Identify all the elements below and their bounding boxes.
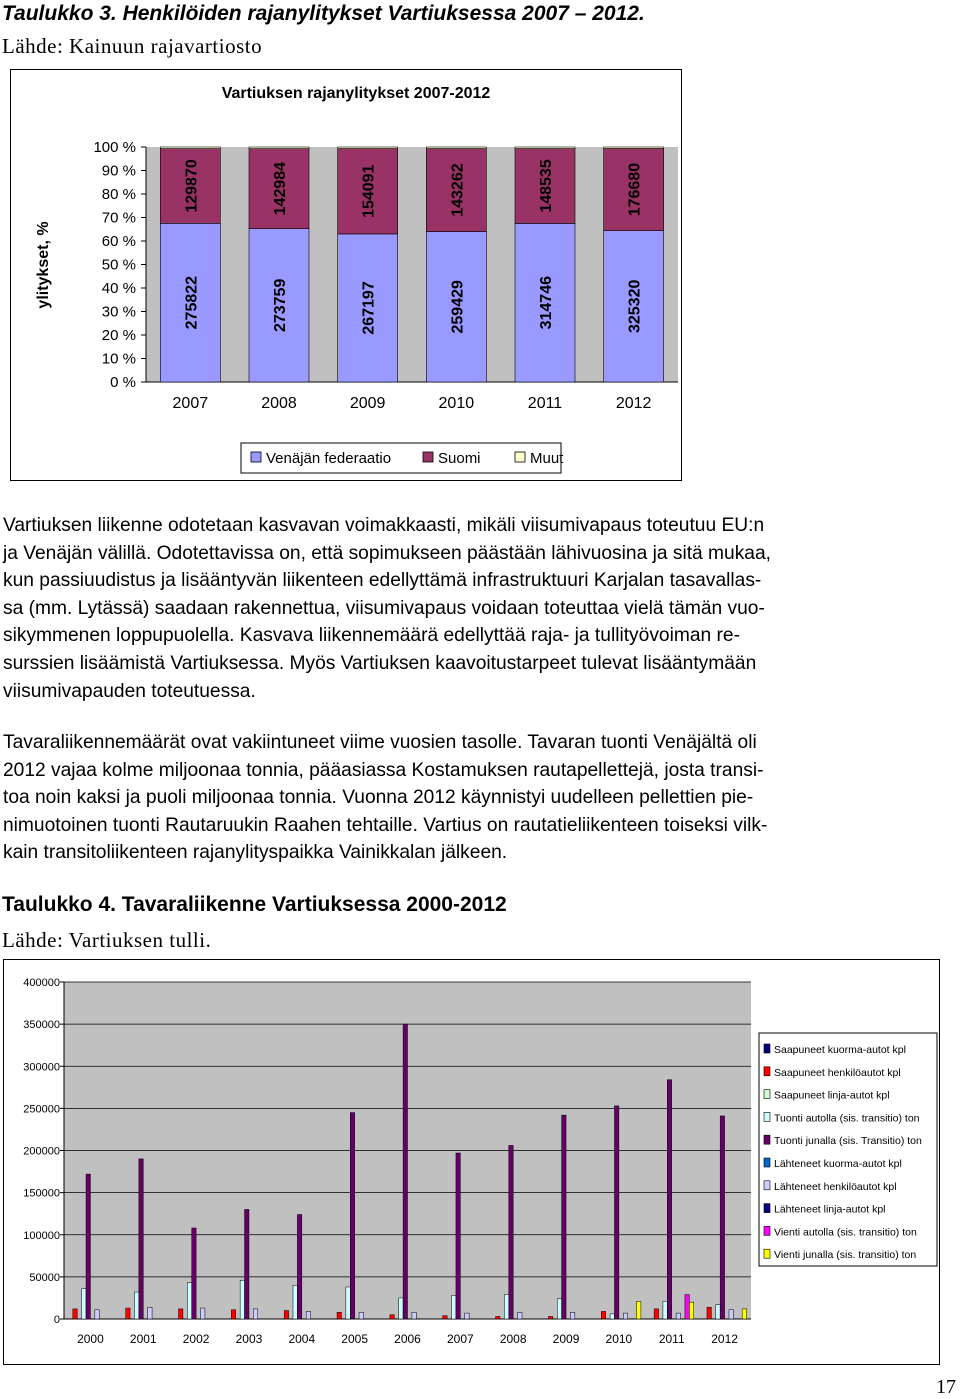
chart2-legend-label: Tuonti autolla (sis. transitio) ton [774, 1112, 920, 1125]
chart2-xtick-label: 2008 [499, 1332, 527, 1346]
chart2-bar [73, 1309, 77, 1319]
chart2-bar [654, 1309, 658, 1319]
chart2-bar [240, 1280, 244, 1319]
chart1-bar-segment [160, 147, 220, 149]
chart2-bar [504, 1295, 508, 1319]
chart2-bar [231, 1310, 235, 1319]
chart2-xtick-label: 2007 [446, 1332, 474, 1346]
paragraph-1-line: surssien lisäämistä Vartiuksessa. Myös Vartiuksen kaavoitustarpeet tulevat lisääntymään [3, 652, 757, 674]
paragraph-1-line: sikymmenen loppupuolella. Kasvava liikennemäärä edellyttää raja- ja tullityövoiman re- [3, 625, 740, 647]
chart1-data-label: 275822 [183, 275, 201, 330]
chart2-bar [623, 1313, 627, 1319]
chart1-data-label: 314746 [538, 276, 555, 330]
chart1-bar-segment [338, 147, 398, 149]
chart1-data-label: 176680 [626, 162, 644, 217]
chart2-bar [557, 1299, 561, 1319]
chart2-bar [346, 1287, 350, 1319]
chart2-bar [509, 1145, 513, 1319]
chart2-bar [452, 1295, 456, 1319]
chart2-bar [676, 1313, 680, 1319]
chart2-ytick-label: 350000 [23, 1019, 60, 1032]
chart2-legend-swatch [764, 1204, 770, 1213]
chart2-bar [685, 1295, 689, 1319]
chart1-data-label: 325320 [626, 279, 644, 334]
chart1-data-label: 148535 [538, 159, 555, 213]
chart2-bar [284, 1311, 288, 1319]
chart2-xtick-label: 2010 [605, 1332, 633, 1346]
chart2-bar [253, 1309, 257, 1319]
chart2-ytick-label: 50000 [29, 1271, 60, 1284]
chart2-xtick-label: 2012 [711, 1332, 738, 1346]
chart2-ytick-label: 300000 [23, 1061, 60, 1074]
chart1-xtick-label: 2008 [261, 395, 297, 412]
chart2-bar [359, 1312, 363, 1319]
chart1-legend [241, 443, 564, 473]
chart2-bar [742, 1309, 746, 1319]
chart2-legend-swatch [764, 1067, 770, 1076]
paragraph-2-line: 2012 vajaa kolme miljoonaa tonnia, pääasiassa Kostamuksen rautapellettejä, josta transi- [3, 759, 764, 781]
chart2-bar [610, 1314, 614, 1319]
paragraph-1-line: sa (mm. Lytässä) saadaan rakennettua, viisumivapaus voidaan toteuttaa vielä tämän vuo- [3, 597, 765, 619]
chart2-legend-label: Vienti autolla (sis. transitio) ton [774, 1226, 917, 1239]
chart2-ytick-label: 250000 [23, 1103, 60, 1116]
chart1-plot-area [146, 147, 678, 382]
chart1-legend-swatch [423, 452, 433, 462]
chart2-xtick-label: 2009 [552, 1332, 580, 1346]
chart1-xtick-label: 2009 [349, 395, 386, 412]
chart1-ytick-label: 60 % [101, 233, 136, 250]
chart1-bar-segment [426, 147, 486, 149]
chart2-legend [759, 1033, 937, 1266]
chart2-ytick-label: 100000 [23, 1229, 60, 1242]
chart2-bar [187, 1283, 191, 1319]
chart2-ytick-label: 400000 [23, 977, 60, 989]
chart1-data-label: 259429 [449, 280, 467, 334]
chart2-bar [134, 1292, 138, 1319]
chart2-bar [601, 1311, 605, 1319]
chart1-bar-segment [515, 147, 575, 149]
chart2-xtick-label: 2001 [129, 1332, 157, 1346]
chart1-ytick-label: 70 % [101, 209, 136, 227]
chart2-bar [689, 1302, 693, 1319]
chart1-ytick-label: 80 % [101, 186, 136, 203]
paragraph-2-line: Tavaraliikennemäärät ovat vakiintuneet viime vuosien tasolle. Tavaran tuonti Venäjältä oli [3, 732, 757, 753]
chart2-bar [412, 1312, 416, 1319]
chart2-bar [148, 1307, 152, 1319]
chart2-legend-label: Saapuneet kuorma-autot kpl [774, 1044, 906, 1056]
chart2-bar [139, 1159, 143, 1319]
chart2-bar [496, 1316, 500, 1319]
chart2-xtick-label: 2004 [288, 1332, 316, 1346]
chart1-data-label: 273759 [272, 278, 289, 333]
chart2-bar [192, 1228, 196, 1319]
chart1-data-label: 129870 [183, 159, 201, 213]
chart1-legend-label: Venäjän federaatio [266, 450, 392, 467]
chart2-legend-label: Vienti junalla (sis. transitio) ton [774, 1249, 917, 1262]
chart2-bar [518, 1312, 522, 1319]
chart2-ytick-label: 200000 [23, 1145, 60, 1158]
chart1-y-axis-label: ylitykset, % [35, 221, 52, 309]
chart1-ytick-label: 100 % [93, 139, 136, 156]
chart1-ytick-label: 30 % [101, 303, 136, 321]
chart2-bar [390, 1315, 394, 1319]
chart2-legend-label: Lähteneet henkilöautot kpl [774, 1180, 897, 1193]
chart2-legend-swatch [764, 1112, 770, 1121]
chart2-bar [306, 1311, 310, 1319]
chart2-xtick-label: 2005 [341, 1332, 369, 1346]
paragraph-1 [3, 512, 958, 705]
chart2-xtick-label: 2000 [77, 1332, 104, 1346]
table3-caption: Taulukko 3. Henkilöiden rajanylitykset Vartiuksessa 2007 – 2012. [2, 2, 645, 25]
paragraph-2-line: toa noin kaksi ja puoli miljoonaa tonnia. Vuonna 2012 käynnistyi uudelleen pellettien pie- [3, 787, 754, 809]
chart1-xtick-label: 2012 [615, 395, 652, 412]
page-number: 17 [936, 1376, 956, 1398]
chart2-xtick-label: 2011 [658, 1332, 685, 1346]
chart2-bar [297, 1215, 301, 1319]
chart2-bar [245, 1209, 249, 1319]
chart2-legend-swatch [764, 1044, 770, 1053]
paragraph-2-line: kain transitoliikenteen rajanylityspaikka Vainikkalan jälkeen. [3, 842, 508, 864]
chart2-bar [293, 1285, 297, 1319]
chart1-data-label: 143262 [449, 163, 467, 217]
chart2-bar [614, 1106, 618, 1319]
table4-caption: Taulukko 4. Tavaraliikenne Vartiuksessa 2000-2012 [2, 893, 507, 916]
chart1-legend-swatch [251, 452, 261, 462]
chart2-bar [443, 1316, 447, 1319]
table3-source: Lähde: Kainuun rajavartiosto [2, 34, 263, 58]
paragraph-1-line: viisumivapauden toteutuessa. [3, 680, 256, 702]
chart2-legend-label: Tuonti junalla (sis. Transitio) ton [774, 1135, 922, 1148]
chart2-bar [729, 1310, 733, 1319]
chart2-bar [562, 1115, 566, 1319]
chart1-data-label: 142984 [272, 161, 289, 216]
chart2-legend-label: Lähteneet kuorma-autot kpl [774, 1158, 902, 1170]
chart1-xtick-label: 2010 [438, 395, 475, 412]
chart1-bar-segment [604, 147, 664, 148]
chart2-bar [179, 1309, 183, 1319]
chart1-ytick-label: 10 % [101, 350, 136, 368]
chart2-ytick-label: 0 [53, 1314, 60, 1326]
chart2-bar [465, 1313, 469, 1319]
chart2-bar [456, 1153, 460, 1319]
paragraph-1-line: Vartiuksen liikenne odotetaan kasvavan voimakkaasti, mikäli viisumivapaus toteutuu EU:n [3, 515, 765, 536]
chart2-bar [403, 1024, 407, 1319]
chart2-xtick-label: 2002 [182, 1332, 210, 1346]
chart1-bar-segment [249, 147, 309, 149]
chart1-data-label: 154091 [360, 164, 378, 218]
chart2-svg [4, 960, 939, 1364]
chart2-legend-label: Saapuneet henkilöautot kpl [774, 1066, 901, 1079]
chart2-bar [95, 1310, 99, 1319]
chart2-ytick-label: 150000 [23, 1187, 60, 1200]
chart1-svg [11, 70, 681, 480]
chart2-legend-swatch [764, 1249, 770, 1258]
chart1-title: Vartiuksen rajanylitykset 2007-2012 [221, 85, 491, 102]
chart1-ytick-label: 90 % [101, 162, 136, 180]
chart2-bar [720, 1116, 724, 1319]
chart1-legend-swatch [515, 452, 525, 462]
chart2-legend-label: Saapuneet linja-autot kpl [774, 1089, 890, 1102]
chart2-legend-swatch [764, 1158, 770, 1167]
chart1-ytick-label: 0 % [110, 374, 136, 391]
paragraph-1-line: kun passiuudistus ja lisääntyvän liikenteen edellyttämä infrastruktuuri Karjalan tasavallas- [3, 570, 762, 592]
chart2-legend-swatch [764, 1090, 770, 1099]
chart2-legend-label: Lähteneet linja-autot kpl [774, 1203, 886, 1216]
chart2-bar [636, 1301, 640, 1319]
chart2-legend-swatch [764, 1181, 770, 1190]
chart1-xtick-label: 2007 [172, 395, 209, 412]
chart1-xtick-label: 2011 [527, 395, 563, 412]
chart1-legend-label: Muut [530, 450, 564, 467]
chart2-bar [570, 1312, 574, 1319]
paragraph-1-line: ja Venäjän välillä. Odotettavissa on, että sopimukseen päästään lähivuosina ja sitä mukaa, [3, 542, 771, 564]
chart2-legend-swatch [764, 1135, 770, 1144]
chart2-bar [399, 1298, 403, 1319]
chart2-bar [548, 1316, 552, 1319]
chart1-legend-label: Suomi [438, 450, 481, 467]
chart1-ytick-label: 40 % [101, 280, 136, 297]
chart1-frame [10, 69, 682, 481]
chart2-bar [201, 1308, 205, 1319]
chart2-xtick-label: 2006 [394, 1332, 421, 1346]
chart1-ytick-label: 50 % [101, 256, 136, 274]
chart2-bar [667, 1080, 671, 1319]
chart2-bar [86, 1174, 90, 1319]
table4-source: Lähde: Vartiuksen tulli. [2, 928, 212, 952]
chart2-bar [707, 1307, 711, 1319]
paragraph-2 [3, 729, 958, 867]
chart2-bar [350, 1113, 354, 1319]
chart2-legend-swatch [764, 1226, 770, 1235]
chart2-xtick-label: 2003 [235, 1332, 263, 1346]
chart2-bar [716, 1305, 720, 1319]
chart2-frame [3, 959, 940, 1365]
paragraph-2-line: nimuotoinen tuonti Rautaruukin Raahen tehtaille. Vartius on rautatieliikenteen toiseksi vilk- [3, 814, 768, 836]
chart2-bar [126, 1308, 130, 1319]
chart1-ytick-label: 20 % [101, 327, 136, 344]
chart2-bar [82, 1289, 86, 1319]
chart1-data-label: 267197 [360, 281, 378, 335]
chart2-bar [663, 1301, 667, 1319]
chart2-bar [337, 1312, 341, 1319]
